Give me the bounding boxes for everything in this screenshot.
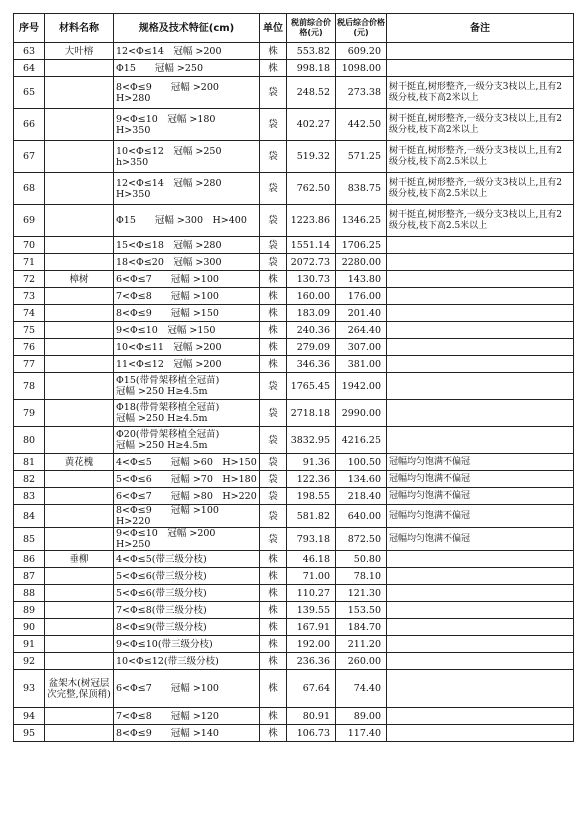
cell-no: 79: [14, 400, 45, 427]
cell-pre-tax-price: 346.36: [287, 356, 336, 373]
cell-pre-tax-price: 248.52: [287, 77, 336, 109]
cell-pre-tax-price: 3832.95: [287, 427, 336, 454]
cell-no: 90: [14, 619, 45, 636]
cell-pre-tax-price: 279.09: [287, 339, 336, 356]
cell-no: 69: [14, 205, 45, 237]
cell-post-tax-price: 307.00: [336, 339, 387, 356]
cell-pre-tax-price: 519.32: [287, 141, 336, 173]
cell-unit: 袋: [260, 141, 287, 173]
cell-post-tax-price: 1346.25: [336, 205, 387, 237]
cell-spec: Φ15(带骨架移植全冠苗) 冠幅 >250 H≥4.5m: [114, 373, 260, 400]
cell-pre-tax-price: 91.36: [287, 454, 336, 471]
cell-no: 85: [14, 528, 45, 551]
cell-unit: 袋: [260, 254, 287, 271]
cell-unit: 株: [260, 339, 287, 356]
cell-post-tax-price: 260.00: [336, 653, 387, 670]
cell-material-name: [45, 488, 114, 505]
cell-remark: [387, 356, 574, 373]
cell-unit: 袋: [260, 528, 287, 551]
cell-pre-tax-price: 106.73: [287, 725, 336, 742]
cell-post-tax-price: 121.30: [336, 585, 387, 602]
cell-post-tax-price: 117.40: [336, 725, 387, 742]
cell-material-name: [45, 427, 114, 454]
table-row: [14, 339, 574, 356]
cell-unit: 株: [260, 305, 287, 322]
table-row: [14, 725, 574, 742]
cell-post-tax-price: 273.38: [336, 77, 387, 109]
cell-material-name: [45, 528, 114, 551]
cell-no: 68: [14, 173, 45, 205]
table-header-row: [14, 14, 574, 43]
cell-remark: 树干挺直,树形整齐,一级分支3枝以上,且有2级分枝,枝下高2米以上: [387, 109, 574, 141]
table-row: [14, 373, 574, 400]
table-row: [14, 471, 574, 488]
cell-spec: 8<Φ≤9 冠幅 >140: [114, 725, 260, 742]
cell-unit: 株: [260, 653, 287, 670]
cell-post-tax-price: 442.50: [336, 109, 387, 141]
cell-remark: 树干挺直,树形整齐,一级分支3枝以上,且有2级分枝,枝下高2米以上: [387, 77, 574, 109]
cell-spec: 4<Φ≤5 冠幅 >60 H>150: [114, 454, 260, 471]
cell-remark: 树干挺直,树形整齐,一级分支3枝以上,且有2级分枝,枝下高2.5米以上: [387, 173, 574, 205]
cell-pre-tax-price: 1765.45: [287, 373, 336, 400]
cell-material-name: [45, 205, 114, 237]
cell-remark: 冠幅均匀饱满不偏冠: [387, 454, 574, 471]
cell-no: 88: [14, 585, 45, 602]
cell-no: 91: [14, 636, 45, 653]
cell-pre-tax-price: 67.64: [287, 670, 336, 708]
cell-material-name: 大叶榕: [45, 43, 114, 60]
table-row: [14, 305, 574, 322]
cell-material-name: 盆架木(树冠层次完整,保顶稍): [45, 670, 114, 708]
table-row: [14, 505, 574, 528]
cell-remark: [387, 653, 574, 670]
cell-pre-tax-price: 198.55: [287, 488, 336, 505]
cell-spec: 4<Φ≤5(带三级分枝): [114, 551, 260, 568]
cell-no: 93: [14, 670, 45, 708]
cell-pre-tax-price: 122.36: [287, 471, 336, 488]
cell-no: 63: [14, 43, 45, 60]
cell-unit: 袋: [260, 454, 287, 471]
cell-post-tax-price: 218.40: [336, 488, 387, 505]
cell-no: 64: [14, 60, 45, 77]
cell-spec: 8<Φ≤9 冠幅 >150: [114, 305, 260, 322]
cell-remark: 冠幅均匀饱满不偏冠: [387, 471, 574, 488]
cell-remark: [387, 636, 574, 653]
header-remark: 备注: [387, 14, 574, 43]
cell-spec: 6<Φ≤7 冠幅 >80 H>220: [114, 488, 260, 505]
cell-no: 82: [14, 471, 45, 488]
cell-unit: 株: [260, 322, 287, 339]
cell-post-tax-price: 264.40: [336, 322, 387, 339]
cell-post-tax-price: 184.70: [336, 619, 387, 636]
table-body: [14, 43, 574, 742]
cell-no: 71: [14, 254, 45, 271]
cell-remark: [387, 43, 574, 60]
cell-no: 95: [14, 725, 45, 742]
cell-spec: 6<Φ≤7 冠幅 >100: [114, 670, 260, 708]
cell-no: 89: [14, 602, 45, 619]
cell-remark: [387, 670, 574, 708]
cell-material-name: [45, 109, 114, 141]
table-row: [14, 271, 574, 288]
cell-post-tax-price: 74.40: [336, 670, 387, 708]
cell-no: 83: [14, 488, 45, 505]
table-row: [14, 141, 574, 173]
cell-remark: [387, 322, 574, 339]
cell-remark: 冠幅均匀饱满不偏冠: [387, 488, 574, 505]
cell-no: 78: [14, 373, 45, 400]
table-row: [14, 708, 574, 725]
cell-unit: 株: [260, 670, 287, 708]
cell-pre-tax-price: 2072.73: [287, 254, 336, 271]
header-post-tax: 税后综合价格(元): [336, 14, 387, 43]
header-no: 序号: [14, 14, 45, 43]
table-row: [14, 551, 574, 568]
table-row: [14, 602, 574, 619]
cell-post-tax-price: 100.50: [336, 454, 387, 471]
table-row: [14, 427, 574, 454]
cell-spec: Φ15 冠幅 >250: [114, 60, 260, 77]
cell-pre-tax-price: 2718.18: [287, 400, 336, 427]
cell-spec: 5<Φ≤6(带三级分枝): [114, 585, 260, 602]
table-row: [14, 77, 574, 109]
cell-unit: 株: [260, 568, 287, 585]
cell-material-name: 黄花槐: [45, 454, 114, 471]
cell-spec: 8<Φ≤9(带三级分枝): [114, 619, 260, 636]
cell-material-name: [45, 254, 114, 271]
cell-unit: 株: [260, 43, 287, 60]
cell-spec: 11<Φ≤12 冠幅 >200: [114, 356, 260, 373]
cell-unit: 株: [260, 708, 287, 725]
cell-unit: 袋: [260, 237, 287, 254]
cell-material-name: [45, 237, 114, 254]
cell-material-name: [45, 636, 114, 653]
cell-pre-tax-price: 581.82: [287, 505, 336, 528]
cell-no: 81: [14, 454, 45, 471]
table-row: [14, 109, 574, 141]
cell-remark: [387, 585, 574, 602]
cell-post-tax-price: 211.20: [336, 636, 387, 653]
cell-post-tax-price: 571.25: [336, 141, 387, 173]
cell-no: 80: [14, 427, 45, 454]
cell-post-tax-price: 78.10: [336, 568, 387, 585]
cell-material-name: [45, 619, 114, 636]
cell-no: 73: [14, 288, 45, 305]
cell-remark: [387, 271, 574, 288]
cell-material-name: [45, 585, 114, 602]
cell-remark: [387, 725, 574, 742]
cell-unit: 株: [260, 356, 287, 373]
cell-post-tax-price: 50.80: [336, 551, 387, 568]
cell-spec: 5<Φ≤6 冠幅 >70 H>180: [114, 471, 260, 488]
cell-remark: 树干挺直,树形整齐,一级分支3枝以上,且有2级分枝,枝下高2.5米以上: [387, 205, 574, 237]
table-row: [14, 653, 574, 670]
cell-material-name: [45, 373, 114, 400]
cell-post-tax-price: 2990.00: [336, 400, 387, 427]
cell-post-tax-price: 89.00: [336, 708, 387, 725]
cell-post-tax-price: 609.20: [336, 43, 387, 60]
cell-post-tax-price: 143.80: [336, 271, 387, 288]
cell-material-name: [45, 305, 114, 322]
cell-spec: Φ20(带骨架移植全冠苗) 冠幅 >250 H≥4.5m: [114, 427, 260, 454]
cell-post-tax-price: 1098.00: [336, 60, 387, 77]
cell-unit: 株: [260, 725, 287, 742]
cell-remark: [387, 254, 574, 271]
cell-spec: 7<Φ≤8(带三级分枝): [114, 602, 260, 619]
cell-material-name: [45, 505, 114, 528]
cell-pre-tax-price: 236.36: [287, 653, 336, 670]
cell-spec: 15<Φ≤18 冠幅 >280: [114, 237, 260, 254]
cell-post-tax-price: 134.60: [336, 471, 387, 488]
cell-remark: 树干挺直,树形整齐,一级分支3枝以上,且有2级分枝,枝下高2.5米以上: [387, 141, 574, 173]
cell-spec: 12<Φ≤14 冠幅 >280 H>350: [114, 173, 260, 205]
cell-unit: 袋: [260, 373, 287, 400]
cell-material-name: 樟树: [45, 271, 114, 288]
cell-unit: 株: [260, 288, 287, 305]
table-row: [14, 237, 574, 254]
cell-remark: [387, 237, 574, 254]
cell-pre-tax-price: 46.18: [287, 551, 336, 568]
table-row: [14, 619, 574, 636]
cell-remark: [387, 288, 574, 305]
cell-unit: 袋: [260, 400, 287, 427]
table-row: [14, 43, 574, 60]
table-row: [14, 60, 574, 77]
cell-spec: Φ15 冠幅 >300 H>400: [114, 205, 260, 237]
cell-post-tax-price: 838.75: [336, 173, 387, 205]
header-pre-tax: 税前综合价格(元): [287, 14, 336, 43]
cell-pre-tax-price: 167.91: [287, 619, 336, 636]
table-row: [14, 400, 574, 427]
cell-spec: 8<Φ≤9 冠幅 >200 H>280: [114, 77, 260, 109]
cell-post-tax-price: 4216.25: [336, 427, 387, 454]
cell-material-name: [45, 400, 114, 427]
cell-material-name: [45, 60, 114, 77]
cell-post-tax-price: 381.00: [336, 356, 387, 373]
cell-no: 84: [14, 505, 45, 528]
header-unit: 单位: [260, 14, 287, 43]
cell-material-name: [45, 653, 114, 670]
table-row: [14, 528, 574, 551]
table-row: [14, 488, 574, 505]
cell-material-name: [45, 725, 114, 742]
table-row: [14, 636, 574, 653]
cell-remark: 冠幅均匀饱满不偏冠: [387, 528, 574, 551]
cell-post-tax-price: 201.40: [336, 305, 387, 322]
table-row: [14, 585, 574, 602]
cell-material-name: [45, 471, 114, 488]
cell-material-name: [45, 288, 114, 305]
cell-spec: 10<Φ≤11 冠幅 >200: [114, 339, 260, 356]
cell-no: 94: [14, 708, 45, 725]
cell-unit: 株: [260, 551, 287, 568]
cell-material-name: [45, 602, 114, 619]
cell-spec: 10<Φ≤12 冠幅 >250 h>350: [114, 141, 260, 173]
cell-pre-tax-price: 192.00: [287, 636, 336, 653]
cell-remark: [387, 427, 574, 454]
cell-unit: 袋: [260, 205, 287, 237]
cell-unit: 株: [260, 602, 287, 619]
cell-material-name: 垂柳: [45, 551, 114, 568]
cell-material-name: [45, 141, 114, 173]
cell-unit: 袋: [260, 505, 287, 528]
cell-pre-tax-price: 762.50: [287, 173, 336, 205]
cell-post-tax-price: 640.00: [336, 505, 387, 528]
cell-remark: [387, 602, 574, 619]
cell-pre-tax-price: 1223.86: [287, 205, 336, 237]
cell-spec: 9<Φ≤10(带三级分枝): [114, 636, 260, 653]
table-row: [14, 322, 574, 339]
cell-no: 75: [14, 322, 45, 339]
cell-material-name: [45, 356, 114, 373]
cell-remark: [387, 551, 574, 568]
table-row: [14, 670, 574, 708]
cell-no: 66: [14, 109, 45, 141]
cell-remark: [387, 373, 574, 400]
cell-pre-tax-price: 80.91: [287, 708, 336, 725]
cell-no: 72: [14, 271, 45, 288]
table-row: [14, 173, 574, 205]
cell-pre-tax-price: 553.82: [287, 43, 336, 60]
cell-spec: 5<Φ≤6(带三级分枝): [114, 568, 260, 585]
cell-unit: 株: [260, 636, 287, 653]
cell-no: 65: [14, 77, 45, 109]
cell-pre-tax-price: 240.36: [287, 322, 336, 339]
cell-no: 92: [14, 653, 45, 670]
cell-no: 67: [14, 141, 45, 173]
cell-post-tax-price: 1706.25: [336, 237, 387, 254]
cell-material-name: [45, 322, 114, 339]
table-row: [14, 254, 574, 271]
cell-remark: [387, 400, 574, 427]
cell-remark: [387, 60, 574, 77]
cell-post-tax-price: 872.50: [336, 528, 387, 551]
cell-no: 87: [14, 568, 45, 585]
cell-unit: 袋: [260, 427, 287, 454]
table-row: [14, 205, 574, 237]
cell-post-tax-price: 2280.00: [336, 254, 387, 271]
cell-pre-tax-price: 71.00: [287, 568, 336, 585]
cell-post-tax-price: 153.50: [336, 602, 387, 619]
cell-spec: 6<Φ≤7 冠幅 >100: [114, 271, 260, 288]
price-table: [13, 13, 574, 742]
cell-spec: 10<Φ≤12(带三级分枝): [114, 653, 260, 670]
cell-spec: Φ18(带骨架移植全冠苗) 冠幅 >250 H≥4.5m: [114, 400, 260, 427]
cell-unit: 株: [260, 60, 287, 77]
cell-post-tax-price: 1942.00: [336, 373, 387, 400]
header-spec: 规格及技术特征(cm): [114, 14, 260, 43]
cell-unit: 株: [260, 585, 287, 602]
cell-spec: 8<Φ≤9 冠幅 >100 H>220: [114, 505, 260, 528]
cell-pre-tax-price: 998.18: [287, 60, 336, 77]
cell-remark: [387, 708, 574, 725]
cell-unit: 袋: [260, 109, 287, 141]
cell-no: 86: [14, 551, 45, 568]
cell-unit: 袋: [260, 173, 287, 205]
table-row: [14, 288, 574, 305]
cell-no: 70: [14, 237, 45, 254]
cell-spec: 12<Φ≤14 冠幅 >200: [114, 43, 260, 60]
cell-material-name: [45, 568, 114, 585]
cell-pre-tax-price: 183.09: [287, 305, 336, 322]
cell-remark: 冠幅均匀饱满不偏冠: [387, 505, 574, 528]
cell-unit: 株: [260, 271, 287, 288]
cell-remark: [387, 339, 574, 356]
table-row: [14, 356, 574, 373]
cell-pre-tax-price: 793.18: [287, 528, 336, 551]
cell-no: 77: [14, 356, 45, 373]
cell-pre-tax-price: 160.00: [287, 288, 336, 305]
cell-remark: [387, 305, 574, 322]
cell-spec: 18<Φ≤20 冠幅 >300: [114, 254, 260, 271]
cell-post-tax-price: 176.00: [336, 288, 387, 305]
cell-pre-tax-price: 139.55: [287, 602, 336, 619]
cell-material-name: [45, 708, 114, 725]
table-row: [14, 568, 574, 585]
cell-material-name: [45, 77, 114, 109]
table-row: [14, 454, 574, 471]
cell-spec: 9<Φ≤10 冠幅 >200 H>250: [114, 528, 260, 551]
cell-pre-tax-price: 110.27: [287, 585, 336, 602]
cell-pre-tax-price: 130.73: [287, 271, 336, 288]
cell-spec: 7<Φ≤8 冠幅 >120: [114, 708, 260, 725]
cell-no: 76: [14, 339, 45, 356]
cell-unit: 袋: [260, 471, 287, 488]
cell-spec: 7<Φ≤8 冠幅 >100: [114, 288, 260, 305]
cell-unit: 株: [260, 619, 287, 636]
cell-pre-tax-price: 1551.14: [287, 237, 336, 254]
cell-no: 74: [14, 305, 45, 322]
cell-spec: 9<Φ≤10 冠幅 >180 H>350: [114, 109, 260, 141]
cell-remark: [387, 568, 574, 585]
cell-spec: 9<Φ≤10 冠幅 >150: [114, 322, 260, 339]
cell-remark: [387, 619, 574, 636]
cell-material-name: [45, 339, 114, 356]
header-name: 材料名称: [45, 14, 114, 43]
cell-unit: 袋: [260, 488, 287, 505]
cell-material-name: [45, 173, 114, 205]
cell-pre-tax-price: 402.27: [287, 109, 336, 141]
cell-unit: 袋: [260, 77, 287, 109]
